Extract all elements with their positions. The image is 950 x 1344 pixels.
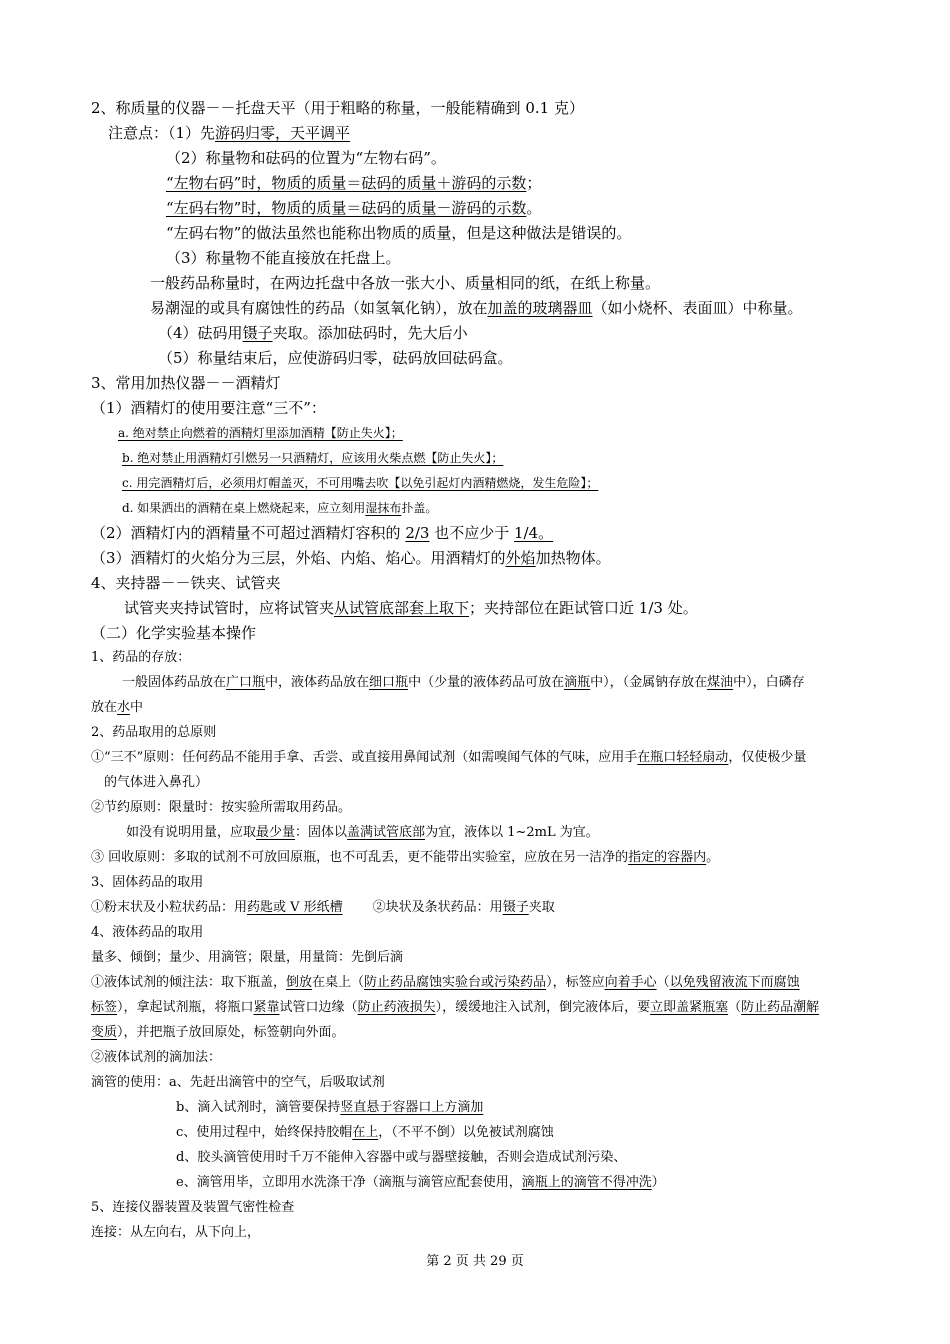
note-line-3: （3）称量物不能直接放在托盘上。 (166, 249, 401, 267)
part-heading-basic-operations: （二）化学实验基本操作 (91, 624, 257, 642)
note-line-3a: 一般药品称量时，在两边托盘中各放一张大小、质量相同的纸，在纸上称量。 (150, 274, 661, 292)
note-line-5: （5）称量结束后，应使游码归零，砝码放回砝码盒。 (158, 349, 513, 367)
dropper-usage-e: e、滴管用毕，立即用水洗涤干净（滴瓶与滴管应配套使用，滴瓶上的滴管不得冲洗） (176, 1175, 665, 1190)
storage-line-1: 一般固体药品放在广口瓶中，液体药品放在细口瓶中（少量的液体药品可放在滴瓶中），（金属钠存放在煤油中），白磷存 (122, 675, 805, 690)
note-line-1: 注意点：（1）先游码归零，天平调平 (108, 124, 351, 142)
note-line-4: （4）砝码用镊子夹取。添加砝码时，先大后小 (158, 324, 468, 342)
note-line-wrong: “左码右物”的做法虽然也能称出物质的质量，但是这种做法是错误的。 (166, 224, 632, 242)
liquid-handling-summary: 量多、倾倒；量少、用滴管；限量，用量筒：先倒后滴 (91, 950, 404, 965)
dropper-usage-b: b、滴入试剂时，滴管要保持竖直悬于容器口上方滴加 (176, 1100, 484, 1115)
page-footer: 第 2 页 共 29 页 (426, 1254, 524, 1269)
dropper-usage-d: d、胶头滴管使用时千万不能伸入容器中或与器壁接触，否则会造成试剂污染、 (176, 1150, 627, 1165)
storage-line-2: 放在水中 (91, 700, 144, 715)
lamp-flame: （3）酒精灯的火焰分为三层，外焰、内焰、焰心。用酒精灯的外焰加热物体。 (91, 549, 611, 567)
section-heading-alcohol-lamp: 3、常用加热仪器－－酒精灯 (91, 374, 281, 392)
section-heading-balance: 2、称质量的仪器－－托盘天平（用于粗略的称量，一般能精确到 0.1 克） (91, 99, 584, 117)
lamp-rule-intro: （1）酒精灯的使用要注意“三不”： (91, 399, 326, 417)
formula-left-object: “左物右码”时，物质的质量＝砝码的质量＋游码的示数； (166, 174, 542, 192)
principle-three-no: ①“三不”原则：任何药品不能用手拿、舌尝、或直接用鼻闻试剂（如需嗅闻气体的气味，应用手在瓶口轻轻扇动，仅使极少量 (91, 750, 807, 765)
principle-three-no-cont: 的气体进入鼻孔） (104, 775, 209, 790)
storage-heading: 1、药品的存放： (91, 650, 191, 665)
dropping-heading: ②液体试剂的滴加法： (91, 1050, 222, 1065)
note-line-3b: 易潮湿的或具有腐蚀性的药品（如氢氧化钠），放在加盖的玻璃器皿（如小烧杯、表面皿）中称量。 (150, 299, 803, 317)
lamp-rule-b: b. 绝对禁止用酒精灯引燃另一只酒精灯，应该用火柴点燃【防止失火】； (122, 451, 504, 465)
pouring-line-1: ①液体试剂的倾注法：取下瓶盖，倒放在桌上（防止药品腐蚀实验台或污染药品），标签应向着手心（以免残留液流下而腐蚀 (91, 975, 800, 990)
pouring-line-2: 标签），拿起试剂瓶，将瓶口紧靠试管口边缘（防止药液损失），缓缓地注入试剂，倒完液体后，要立即盖紧瓶塞（防止药品潮解 (91, 1000, 820, 1015)
pouring-line-3: 变质），并把瓶子放回原处，标签朝向外面。 (91, 1025, 345, 1040)
lamp-rule-a: a. 绝对禁止向燃着的酒精灯里添加酒精【防止失火】； (118, 426, 403, 440)
apparatus-heading: 5、连接仪器装置及装置气密性检查 (91, 1200, 295, 1215)
principle-recycle: ③ 回收原则：多取的试剂不可放回原瓶，也不可乱丢，更不能带出实验室，应放在另一洁净的指定的容器内。 (91, 850, 720, 865)
apparatus-connect-line: 连接：从左向右，从下向上， (91, 1225, 261, 1240)
clamp-usage: 试管夹夹持试管时，应将试管夹从试管底部套上取下；夹持部位在距试管口近 1/3 处。 (124, 599, 698, 617)
principle-economy: ②节约原则：限量时：按实验所需取用药品。 (91, 800, 352, 815)
dropper-usage-a: 滴管的使用：a、先赶出滴管中的空气，后吸取试剂 (91, 1075, 385, 1090)
lamp-rule-c: c. 用完酒精灯后，必须用灯帽盖灭，不可用嘴去吹【以免引起灯内酒精燃烧，发生危险】； (122, 476, 599, 490)
lamp-volume: （2）酒精灯内的酒精量不可超过酒精灯容积的 2/3 也不应少于 1/4。 (91, 524, 554, 542)
lamp-rule-d: d. 如果洒出的酒精在桌上燃烧起来，应立刻用湿抹布扑盖。 (122, 501, 438, 515)
note-line-2: （2）称量物和砝码的位置为“左物右码”。 (166, 149, 446, 167)
solid-handling-heading: 3、固体药品的取用 (91, 875, 204, 890)
principle-economy-detail: 如没有说明用量，应取最少量：固体以盖满试管底部为宜，液体以 1~2mL 为宜。 (126, 825, 599, 840)
formula-left-weight: “左码右物”时，物质的质量＝砝码的质量－游码的示数。 (166, 199, 542, 217)
general-principles-heading: 2、药品取用的总原则 (91, 725, 217, 740)
liquid-handling-heading: 4、液体药品的取用 (91, 925, 204, 940)
section-heading-clamps: 4、夹持器－－铁夹、试管夹 (91, 574, 281, 592)
dropper-usage-c: c、使用过程中，始终保持胶帽在上，（不平不倒）以免被试剂腐蚀 (176, 1125, 554, 1140)
solid-handling-line: ①粉末状及小粒状药品：用药匙或 V 形纸槽 ②块状及条状药品：用镊子夹取 (91, 900, 555, 915)
